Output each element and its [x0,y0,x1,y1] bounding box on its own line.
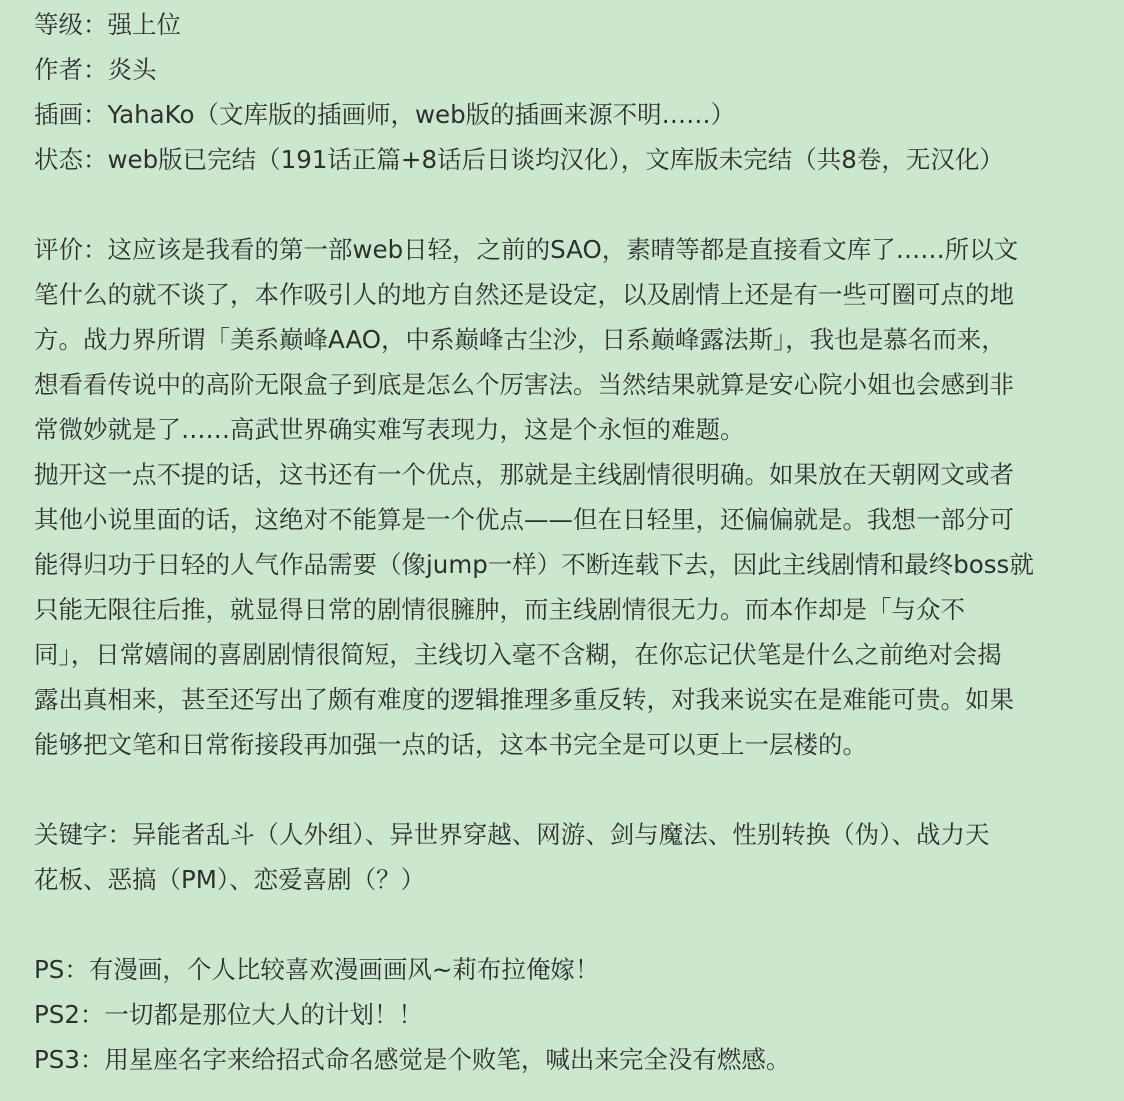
review-line: 能够把文笔和日常衔接段再加强一点的话，这本书完全是可以更上一层楼的。 [34,730,867,759]
ps-section [34,947,1090,1082]
review-line: 抛开这一点不提的话，这书还有一个优点，那就是主线剧情很明确。如果放在天朝网文或者 [34,460,1014,489]
review-line: 评价：这应该是我看的第一部web日轻，之前的SAO，素晴等都是直接看文库了……所以文 [34,235,1019,264]
review-line: 常微妙就是了……高武世界确实难写表现力，这是个永恒的难题。 [34,415,745,444]
spacer [34,182,1090,227]
review-line: 笔什么的就不谈了，本作吸引人的地方自然还是设定，以及剧情上还是有一些可圈可点的地 [34,280,1014,309]
review-line: 同」，日常嬉闹的喜剧剧情很简短，主线切入毫不含糊，在你忘记伏笔是什么之前绝对会揭 [34,640,1002,669]
status-line: 状态：web版已完结（191话正篇+8话后日谈均汉化），文库版未完结（共8卷，无汉化） [34,145,1004,174]
grade-line: 等级：强上位 [34,10,181,39]
review-line: 露出真相来，甚至还写出了颇有难度的逻辑推理多重反转，对我来说实在是难能可贵。如果 [34,685,1014,714]
author-line: 作者：炎头 [34,55,157,84]
review-section [34,227,1090,767]
ps3-line: PS3：用星座名字来给招式命名感觉是个败笔，喊出来完全没有燃感。 [34,1045,791,1074]
review-line: 只能无限往后推，就显得日常的剧情很臃肿，而主线剧情很无力。而本作却是「与众不 [34,595,965,624]
illustration-line: 插画：YahaKo（文库版的插画师，web版的插画来源不明……） [34,100,736,129]
spacer [34,767,1090,812]
spacer [34,902,1090,947]
ps2-line: PS2：一切都是那位大人的计划！！ [34,1000,423,1029]
review-line: 其他小说里面的话，这绝对不能算是一个优点——但在日轻里，还偏偏就是。我想一部分可 [34,505,1014,534]
review-line: 方。战力界所谓「美系巅峰AAO，中系巅峰古尘沙，日系巅峰露法斯」，我也是慕名而来， [34,325,1006,354]
keywords-line: 关键字：异能者乱斗（人外组）、异世界穿越、网游、剑与魔法、性别转换（伪）、战力天 [34,820,990,849]
review-line: 想看看传说中的高阶无限盒子到底是怎么个厉害法。当然结果就算是安心院小姐也会感到非 [34,370,1014,399]
keywords-section [34,812,1090,902]
ps1-line: PS：有漫画，个人比较喜欢漫画画风~莉布拉俺嫁！ [34,955,600,984]
keywords-line: 花板、恶搞（PM）、恋爱喜剧（？） [34,865,426,894]
review-line: 能得归功于日轻的人气作品需要（像jump一样）不断连载下去，因此主线剧情和最终boss就 [34,550,1034,579]
